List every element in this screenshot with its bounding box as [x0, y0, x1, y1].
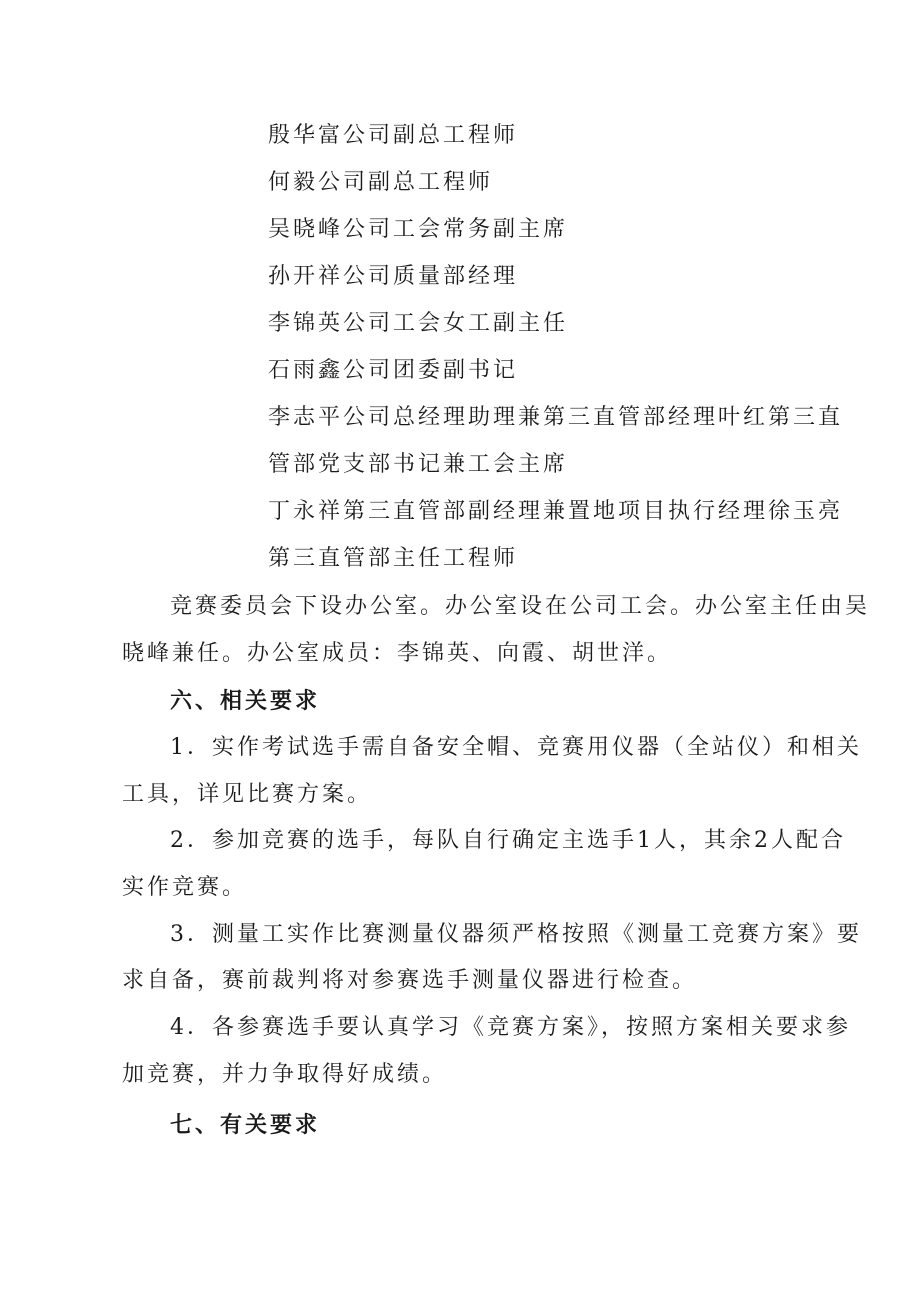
member-line: 管部党支部书记兼工会主席: [268, 452, 569, 477]
section-heading: 七、有关要求: [170, 1112, 321, 1138]
member-line: 李志平公司总经理助理兼第三直管部经理叶红第三直: [268, 405, 844, 430]
member-line: 丁永祥第三直管部副经理兼置地项目执行经理徐玉亮: [268, 499, 844, 524]
requirement-item-2-line1: 2．参加竞赛的选手，每队自行确定主选手1人，其余2人配合: [170, 828, 846, 853]
requirement-item-1-line1: 1．实作考试选手需自备安全帽、竞赛用仪器（全站仪）和相关: [170, 735, 862, 760]
section-heading: 六、相关要求: [170, 688, 321, 714]
requirement-item-1-line2: 工具，详见比赛方案。: [122, 782, 373, 807]
requirement-item-4-line2: 加竞赛，并力争取得好成绩。: [122, 1062, 448, 1087]
member-line: 孙开祥公司质量部经理: [268, 264, 519, 289]
member-line: 何毅公司副总工程师: [268, 170, 494, 195]
member-line: 第三直管部主任工程师: [268, 546, 519, 571]
requirement-item-3-line1: 3．测量工实作比赛测量仪器须严格按照《测量工竞赛方案》要: [170, 922, 862, 947]
office-paragraph-line1: 竞赛委员会下设办公室。办公室设在公司工会。办公室主任由吴: [170, 594, 871, 619]
member-line: 吴晓峰公司工会常务副主席: [268, 217, 569, 242]
member-line: 石雨鑫公司团委副书记: [268, 358, 519, 383]
member-line: 殷华富公司副总工程师: [268, 123, 519, 148]
office-paragraph-line2: 晓峰兼任。办公室成员：李锦英、向霞、胡世洋。: [122, 641, 673, 666]
requirement-item-3-line2: 求自备，赛前裁判将对参赛选手测量仪器进行检查。: [122, 968, 698, 993]
requirement-item-2-line2: 实作竞赛。: [122, 875, 248, 900]
requirement-item-4-line1: 4．各参赛选手要认真学习《竞赛方案》，按照方案相关要求参: [170, 1015, 851, 1040]
member-line: 李锦英公司工会女工副主任: [268, 311, 569, 336]
